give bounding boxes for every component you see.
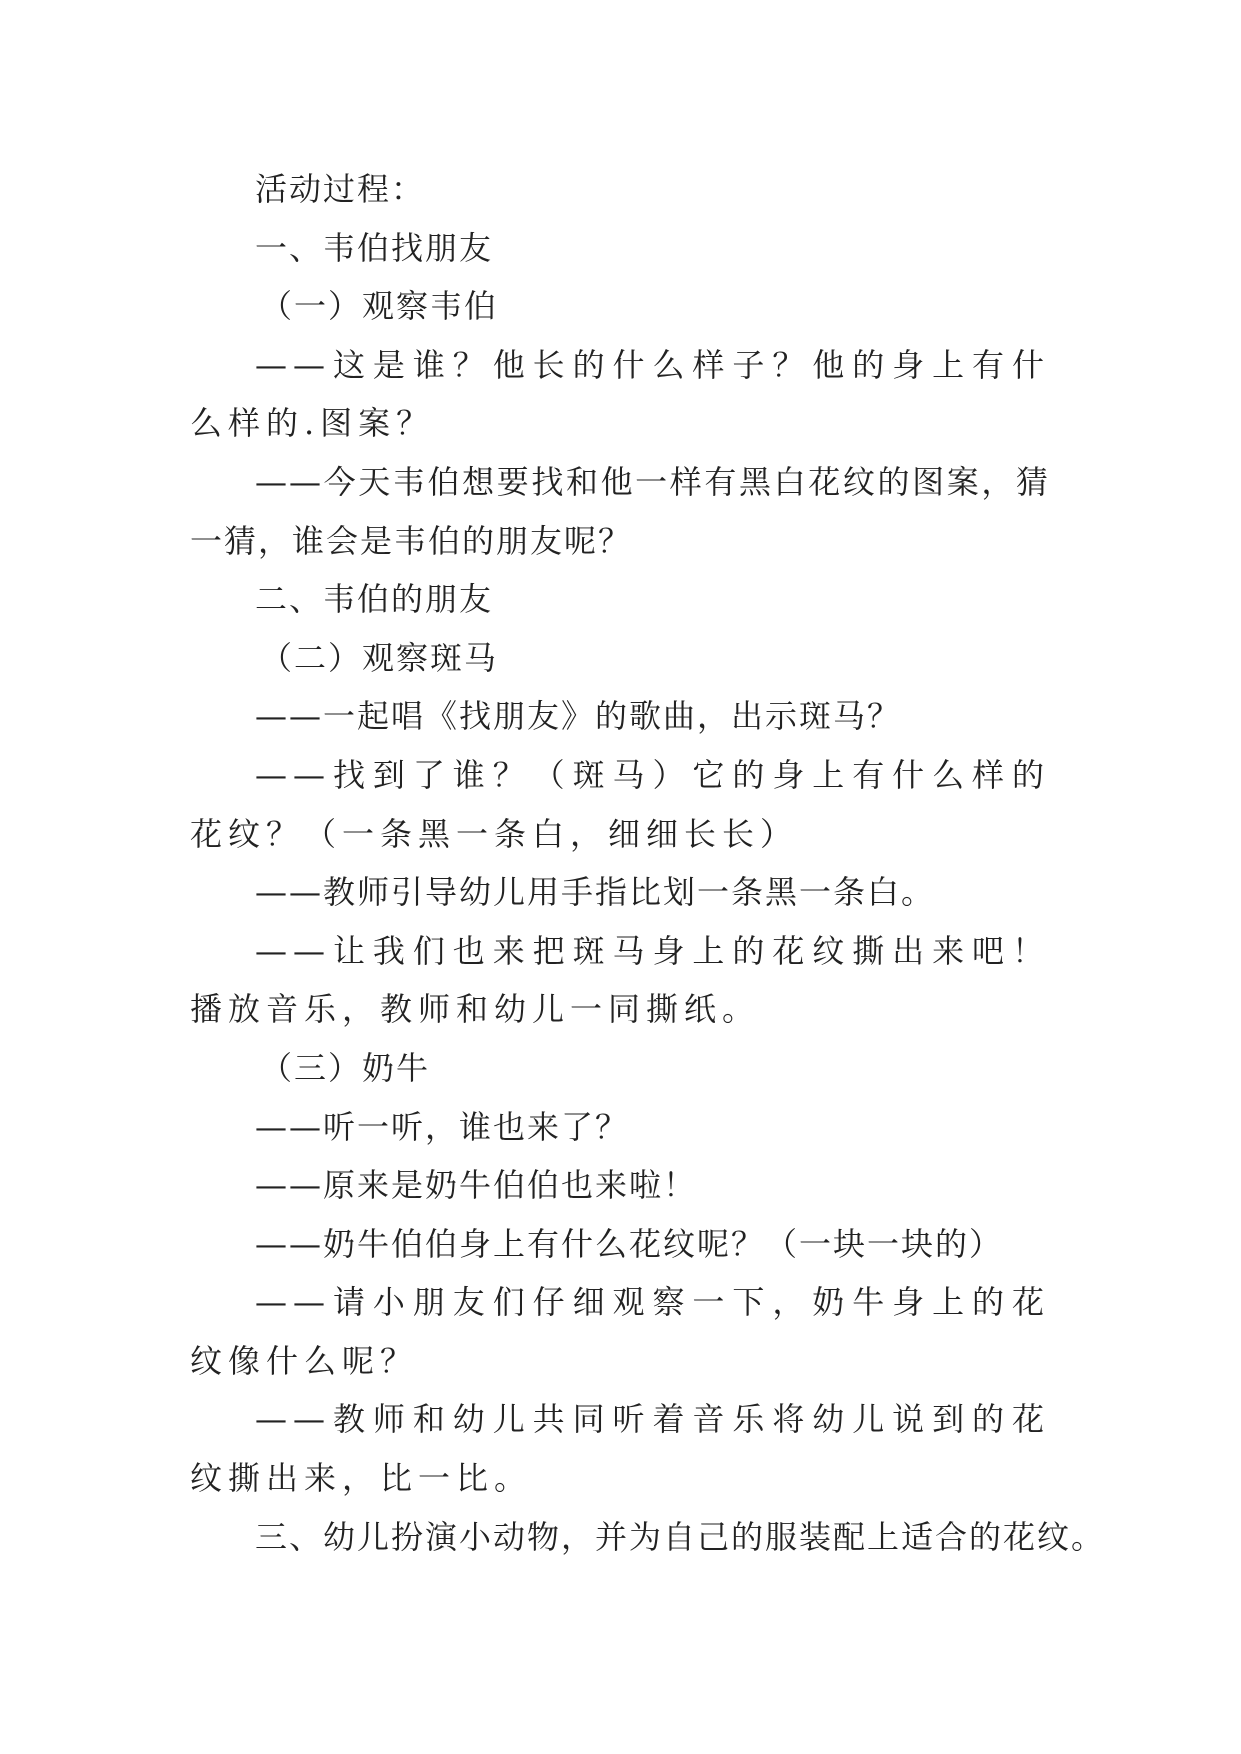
paragraph-question-2: ——今天韦伯想要找和他一样有黑白花纹的图案，猜一猜，谁会是韦伯的朋友呢？: [190, 462, 1050, 560]
paragraph-observe-cow: ——请小朋友们仔细观察一下，奶牛身上的花纹像什么呢？: [190, 1283, 1050, 1380]
paragraph-listen: ——听一听，谁也来了？: [255, 1107, 630, 1146]
subsection-heading-1: （一）观察韦伯: [260, 287, 499, 326]
paragraph-cow-pattern: ——奶牛伯伯身上有什么花纹呢？（一块一块的）: [255, 1224, 1004, 1263]
paragraph-zebra-pattern: ——找到了谁？（斑马）它的身上有什么样的花纹？（一条黑一条白，细细长长）: [190, 755, 1050, 853]
paragraph-tear-compare: ——教师和幼儿共同听着音乐将幼儿说到的花纹撕出来，比一比。: [190, 1400, 1050, 1498]
subsection-heading-3: （三）奶牛: [260, 1048, 431, 1087]
paragraph-sing-song: ——一起唱《找朋友》的歌曲，出示斑马？: [255, 697, 902, 736]
section-heading-2: 二、韦伯的朋友: [255, 580, 494, 619]
paragraph-question-1: ——这是谁？他长的什么样子？他的身上有什么样的.图案？: [190, 345, 1050, 443]
section-heading-1: 一、韦伯找朋友: [255, 228, 494, 267]
paragraph-cow-arrives: ——原来是奶牛伯伯也来啦！: [255, 1166, 698, 1205]
document-body: [190, 160, 1106, 1566]
section-heading-3: 三、幼儿扮演小动物，并为自己的服装配上适合的花纹。: [255, 1517, 1106, 1556]
paragraph-tear-paper: ——让我们也来把斑马身上的花纹撕出来吧！播放音乐，教师和幼儿一同撕纸。: [190, 931, 1050, 1029]
section-heading-activity-process: 活动过程：: [255, 170, 426, 208]
subsection-heading-2: （二）观察斑马: [260, 638, 499, 677]
paragraph-teacher-guide: ——教师引导幼儿用手指比划一条黑一条白。: [255, 873, 936, 912]
